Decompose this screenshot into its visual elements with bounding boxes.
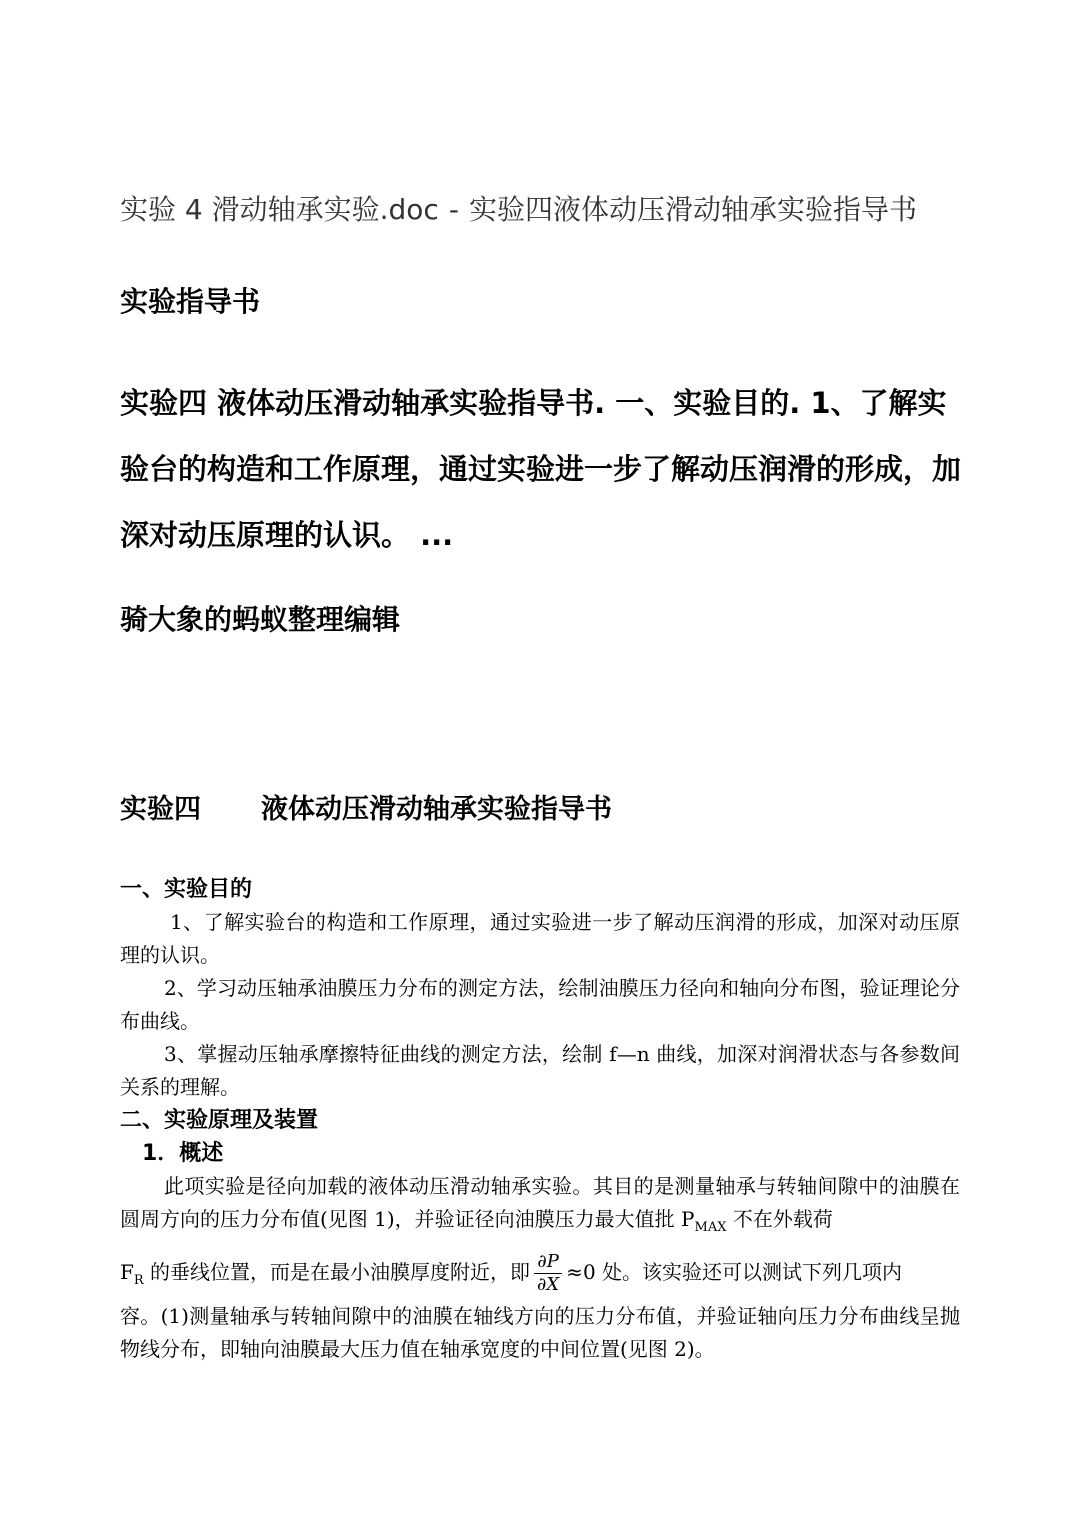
document-body	[120, 873, 960, 1366]
objective-item-1: 1、了解实验台的构造和工作原理，通过实验进一步了解动压润滑的形成，加深对动压原理的认识。	[120, 910, 960, 967]
formula-line	[120, 1244, 960, 1300]
document-title-text: 液体动压滑动轴承实验指导书	[261, 794, 612, 825]
overview-text-d: 0 处。该实验还可以测试下列几项内	[582, 1260, 903, 1284]
fr-subscript: R	[133, 1273, 144, 1288]
document-title	[120, 790, 612, 830]
overview-text-c: 的垂线位置，而是在最小油膜厚度附近，即	[143, 1260, 531, 1284]
overview-text-b: 不在外载荷	[726, 1207, 833, 1231]
subsection-heading-overview: 1．概述	[142, 1141, 224, 1166]
file-title	[120, 190, 1020, 230]
fr-symbol: F	[120, 1260, 134, 1284]
section-heading-objectives: 一、实验目的	[120, 877, 253, 902]
section-heading-principles: 二、实验原理及装置	[120, 1108, 319, 1133]
summary-text: 实验四 液体动压滑动轴承实验指导书. 一、实验目的. 1、了解实验台的构造和工作原理，通过实验进一步了解动压润滑的形成，加深对动压原理的认识。 ...	[120, 386, 962, 552]
objective-item-2: 2、学习动压轴承油膜压力分布的测定方法，绘制油膜压力径向和轴向分布图，验证理论分布曲线。	[120, 976, 960, 1033]
fraction-denominator: ∂X	[537, 1274, 560, 1295]
overview-paragraph	[120, 1170, 960, 1244]
author-credit: 骑大象的蚂蚁整理编辑	[120, 603, 401, 636]
fraction-numerator: ∂P	[534, 1251, 562, 1274]
file-title-text: 实验四液体动压滑动轴承实验指导书	[468, 193, 917, 226]
title-separator: -	[448, 193, 459, 226]
file-name: 实验 4 滑动轴承实验.doc	[120, 193, 439, 226]
overview-paragraph-continued: 容。(1)测量轴承与转轴间隙中的油膜在轴线方向的压力分布值，并验证轴向压力分布曲线呈抛物线分布，即轴向油膜最大压力值在轴承宽度的中间位置(见图 2)。	[120, 1304, 960, 1361]
pmax-subscript: MAX	[694, 1220, 727, 1235]
overview-text-a: 此项实验是径向加载的液体动压滑动轴承实验。其目的是测量轴承与转轴间隙中的油膜在圆周方向的压力分布值(见图 1)，并验证径向油膜压力最大值批 P	[120, 1174, 960, 1231]
document-title-number: 实验四	[120, 794, 201, 825]
pressure-gradient-fraction	[534, 1251, 562, 1296]
guide-heading: 实验指导书	[120, 285, 261, 318]
objective-item-3: 3、掌握动压轴承摩擦特征曲线的测定方法，绘制 f—n 曲线，加深对润滑状态与各参数间关系的理解。	[120, 1042, 960, 1099]
approx-symbol: ≈	[566, 1260, 583, 1284]
